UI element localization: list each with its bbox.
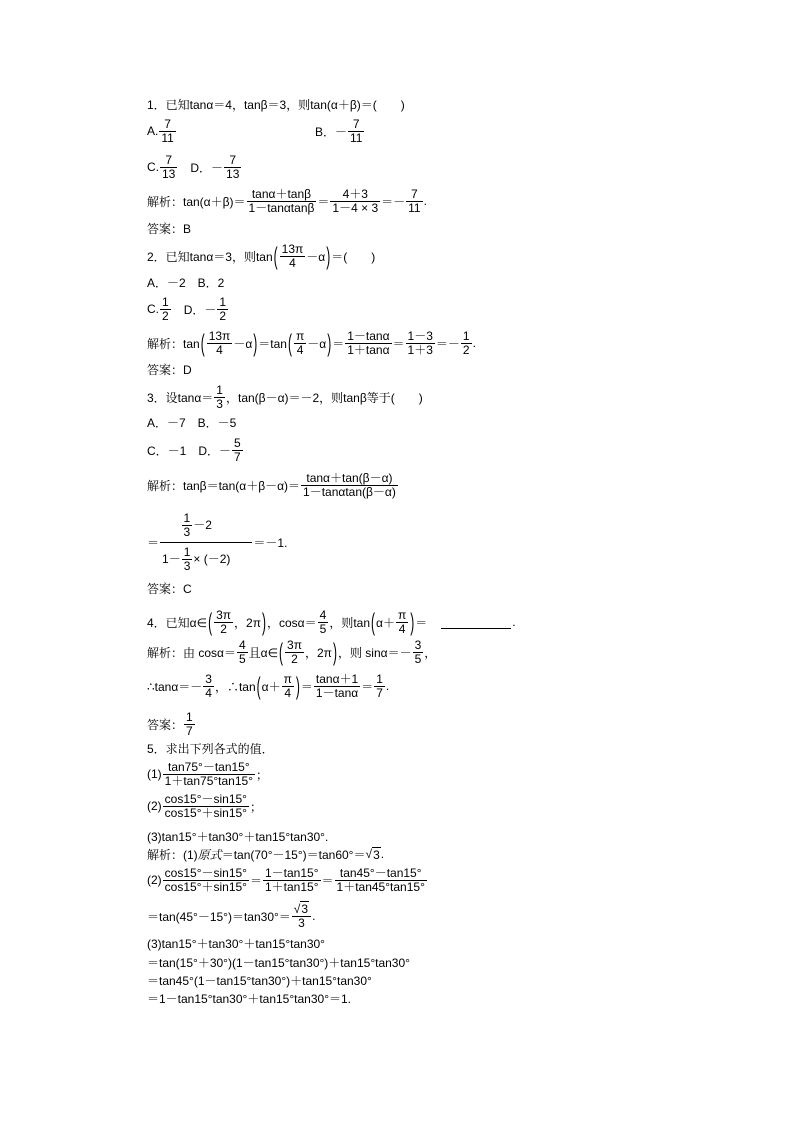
q2-options-ab — [147, 275, 224, 289]
stem-text: 3．设tanα＝ — [147, 390, 214, 405]
fraction — [413, 639, 424, 666]
period: . — [423, 194, 427, 208]
solution-text: 解析：tan(α＋β)＝ — [147, 194, 246, 209]
item-label: (2) — [147, 799, 162, 813]
denominator: 1－tanαtanβ — [248, 200, 315, 215]
right-paren: ) — [253, 328, 258, 358]
option-b-fraction — [348, 118, 364, 145]
compound-denominator — [160, 543, 252, 573]
stem-text: ，tan(β－α)＝－2，则tanβ等于( ) — [225, 390, 423, 405]
equals: ＝ — [415, 615, 428, 630]
equals: ＝ — [249, 873, 262, 888]
fraction — [203, 673, 214, 700]
stem-text: 2．已知tanα＝3，则tan — [147, 249, 273, 264]
solution-text: ＝tan(70°－15°)＝tan60°＝ — [221, 847, 366, 862]
denominator: 5 — [319, 621, 327, 636]
answer-fraction — [184, 711, 195, 738]
denominator: 13 — [162, 166, 176, 181]
numerator: tanα＋tanβ — [247, 188, 317, 202]
options-text: C．－1 D．－ — [147, 443, 232, 458]
denominator: 11 — [161, 130, 174, 145]
semicolon: ； — [249, 799, 262, 814]
fraction — [214, 609, 233, 636]
answer-text: 答案：B — [147, 221, 192, 236]
right-paren: ) — [262, 607, 266, 637]
denominator: 1－4 × 3 — [332, 200, 379, 215]
denominator: 2 — [291, 651, 298, 666]
solution-text: ＝tan45°(1－tan15°tan30°)＋tan15°tan30° — [147, 973, 372, 988]
numerator: tan75°－tan15° — [163, 761, 255, 775]
left-paren: ( — [287, 328, 292, 358]
q2-answer — [147, 362, 192, 376]
fraction — [214, 384, 225, 411]
numerator: 1 — [183, 510, 191, 525]
item-label: (2) — [147, 873, 162, 887]
denominator: 7 — [234, 449, 241, 464]
right-paren: ) — [332, 637, 337, 667]
q1-option-b — [315, 116, 365, 146]
fraction — [314, 673, 360, 700]
numerator: 7 — [348, 118, 364, 132]
solution-text: ＝tan — [258, 336, 287, 351]
right-paren: ) — [326, 241, 331, 271]
q5-item-3 — [147, 829, 328, 843]
numerator: 7 — [160, 154, 177, 168]
stem-text: 5．求出下列各式的值． — [147, 741, 274, 756]
q2-options-cd — [147, 294, 229, 324]
right-paren: ) — [327, 328, 332, 358]
denominator: 3 — [183, 558, 191, 573]
denominator: 2 — [219, 308, 227, 323]
equals: ＝ — [317, 194, 330, 209]
answer-label: 答案： — [147, 717, 184, 732]
option-d-fraction — [232, 437, 243, 464]
denominator: 1＋tan15° — [265, 879, 319, 894]
denominator: 5 — [414, 651, 422, 666]
radical-sign: √ — [293, 901, 301, 916]
equals: ＝－ — [381, 194, 406, 209]
radicand: 3 — [373, 847, 380, 862]
fraction — [163, 761, 255, 788]
fraction — [163, 793, 249, 820]
left-paren: ( — [279, 637, 284, 667]
stem-text: ，cosα＝ — [267, 615, 317, 630]
q3-solution-line-2 — [147, 504, 287, 580]
fraction — [163, 867, 249, 894]
fraction — [406, 330, 435, 357]
q3-answer — [147, 581, 192, 595]
solution-text: 原式 — [197, 847, 222, 862]
fraction — [263, 867, 321, 894]
q1-stem-text: 1．已知tanα＝4，tanβ＝3，则tan(α＋β)＝( ) — [147, 97, 405, 112]
left-paren: ( — [273, 241, 278, 271]
numerator: π — [397, 607, 407, 622]
numerator: 1 — [462, 328, 470, 343]
radicand: 3 — [301, 901, 309, 916]
left-paren: ( — [256, 671, 261, 701]
numerator: π — [283, 671, 292, 686]
denominator: 4 — [284, 685, 292, 700]
stem-text: －α — [306, 249, 326, 264]
numerator: cos15°－sin15° — [164, 865, 247, 880]
option-c-fraction — [160, 154, 177, 181]
denominator: 3 — [298, 915, 305, 930]
numerator: 13π — [208, 328, 231, 343]
denominator: 7 — [376, 685, 383, 700]
fraction — [318, 609, 329, 636]
right-paren: ) — [295, 671, 300, 701]
option-a-fraction — [159, 118, 175, 145]
denominator: 5 — [238, 651, 246, 666]
q5-solution-7 — [147, 991, 351, 1005]
solution-text: 解析：tan — [147, 336, 200, 351]
q1-stem — [147, 97, 405, 111]
solution-text: ∴tanα＝－ — [147, 679, 203, 694]
fraction — [285, 639, 304, 666]
options-text: A．－7 B．－5 — [147, 415, 237, 430]
numerator: 1 — [376, 671, 383, 686]
q4-solution-line-1 — [147, 637, 436, 667]
solution-text: ，2π — [305, 645, 332, 660]
q1-options-cd — [147, 152, 242, 182]
compound-numerator — [160, 512, 252, 543]
q3-options-cd — [147, 435, 244, 465]
denominator-prefix: 1－ — [162, 551, 181, 566]
solution-text: 解析：由 cosα＝ — [147, 645, 236, 660]
period: . — [312, 909, 316, 923]
numerator: 1－tanα — [347, 328, 390, 343]
solution-text: 解析：tanβ＝tan(α＋β－α)＝ — [147, 478, 301, 493]
option-a-label: A. — [147, 124, 159, 138]
period: . — [512, 615, 516, 629]
numerator: 3π — [216, 607, 232, 622]
numerator: 13π — [281, 241, 304, 256]
denominator: 1－tanα — [315, 685, 359, 700]
numerator: 4 — [319, 607, 327, 622]
solution-label: 解析：(1) — [147, 847, 198, 862]
equals: ＝ — [147, 535, 160, 550]
option-d-fraction — [224, 154, 241, 181]
numerator: 1 — [186, 709, 193, 724]
equals: ＝ — [392, 336, 405, 351]
q5-solution-5 — [147, 955, 410, 969]
option-d-fraction — [217, 296, 228, 323]
q4-stem — [147, 607, 516, 637]
q5-item-1 — [147, 759, 268, 789]
numerator: 1 — [219, 294, 227, 309]
numerator: 3 — [414, 637, 422, 652]
fraction — [207, 330, 233, 357]
denominator: 3 — [216, 396, 223, 411]
solution-text: 且α∈ — [248, 645, 279, 660]
stem-text: 4．已知α∈ — [147, 615, 208, 630]
denominator: 2 — [462, 342, 470, 357]
fraction — [182, 546, 193, 573]
left-paren: ( — [208, 607, 213, 637]
equals: ＝ — [321, 873, 334, 888]
numerator: 1－tan15° — [265, 865, 319, 880]
fraction — [374, 673, 385, 700]
numerator: 7 — [159, 118, 175, 132]
q1-solution — [147, 186, 427, 216]
q1-option-a — [147, 116, 177, 146]
fraction — [294, 330, 306, 357]
q2-stem — [147, 241, 375, 271]
q3-solution-line-1 — [147, 470, 399, 500]
options-text: A．－2 B．2 — [147, 275, 225, 290]
fraction — [280, 243, 306, 270]
numerator: tan45°－tan15° — [335, 867, 427, 881]
denominator: 11 — [350, 130, 363, 145]
q5-item-2 — [147, 791, 262, 821]
fraction — [345, 330, 391, 357]
numerator: 1－3 — [407, 328, 433, 343]
solution-text: (3)tan15°＋tan30°＋tan15°tan30° — [147, 936, 325, 951]
fraction — [301, 472, 398, 499]
denominator: 2 — [162, 308, 169, 323]
q2-solution — [147, 328, 476, 358]
fraction — [335, 867, 427, 894]
denominator: 4 — [296, 342, 304, 357]
denominator: 1－tanαtan(β－α) — [303, 484, 396, 499]
fraction — [406, 188, 422, 215]
denominator: 2 — [220, 621, 227, 636]
equals: ＝ — [300, 679, 313, 694]
answer-text: 答案：D — [147, 362, 192, 377]
period: . — [380, 847, 385, 861]
equals: ＝ — [361, 679, 374, 694]
left-paren: ( — [200, 328, 205, 358]
solution-text: ，∴tan — [214, 679, 256, 694]
option-b-label: B．－ — [315, 124, 348, 139]
solution-text: ， — [424, 645, 437, 660]
numerator-rest: －2 — [193, 517, 212, 532]
fraction — [182, 512, 193, 539]
numerator: 4＋3 — [330, 188, 380, 202]
solution-text: α＋ — [261, 679, 281, 694]
numerator: 7 — [224, 154, 241, 168]
numerator: tanα＋tan(β－α) — [301, 472, 398, 486]
stem-text: ，则tan — [329, 615, 370, 630]
stem-text: ＝( ) — [331, 249, 376, 264]
item-label: (1) — [147, 767, 162, 781]
solution-text: ＝tan(45°－15°)＝tan30°＝ — [147, 909, 291, 924]
fraction — [282, 673, 294, 700]
fraction — [292, 903, 311, 930]
period: . — [385, 679, 390, 693]
solution-tail: ＝－1. — [253, 535, 288, 550]
numerator: 5 — [234, 435, 241, 450]
option-d-label: D．－ — [171, 302, 217, 317]
fraction — [237, 639, 248, 666]
numerator: π — [295, 328, 305, 343]
compound-fraction — [160, 512, 252, 573]
option-c-fraction — [160, 296, 171, 323]
q3-options-ab — [147, 415, 236, 429]
denominator: 7 — [186, 723, 193, 738]
stem-text: α＋ — [376, 615, 395, 630]
q5-solution-1 — [147, 846, 384, 862]
q4-answer — [147, 709, 196, 739]
numerator: 1 — [162, 294, 169, 309]
denominator: 3 — [183, 524, 191, 539]
fraction — [461, 330, 472, 357]
numerator: 3 — [205, 671, 212, 686]
denominator: 4 — [216, 342, 223, 357]
solution-text: ＝1－tan15°tan30°＋tan15°tan30°＝1. — [147, 991, 351, 1006]
denominator-rest: × (－2) — [193, 551, 231, 566]
numerator — [292, 903, 311, 917]
answer-blank[interactable] — [441, 616, 511, 629]
denominator: 1＋3 — [407, 342, 433, 357]
numerator: 4 — [238, 637, 246, 652]
numerator: cos15°－sin15° — [164, 791, 247, 806]
denominator: cos15°＋sin15° — [164, 805, 247, 820]
q5-solution-6 — [147, 973, 372, 987]
numerator: 3π — [287, 637, 302, 652]
q5-solution-4 — [147, 936, 325, 950]
option-c-label: C. — [147, 160, 159, 174]
solution-text: ，则 sinα＝－ — [337, 645, 412, 660]
denominator: 4 — [398, 621, 406, 636]
item-text: (3)tan15°＋tan30°＋tan15°tan30°. — [147, 829, 329, 844]
denominator: cos15°＋sin15° — [164, 879, 247, 894]
q1-answer — [147, 221, 191, 235]
denominator: 1＋tan45°tan15° — [336, 879, 425, 894]
right-paren: ) — [410, 607, 415, 637]
numerator: 1 — [183, 544, 191, 559]
equals: ＝－ — [435, 336, 460, 351]
solution-text: －α — [307, 336, 327, 351]
fraction — [396, 609, 408, 636]
numerator: tanα＋1 — [315, 671, 359, 686]
q4-solution-line-2 — [147, 671, 389, 701]
fraction — [330, 188, 380, 215]
fraction — [247, 188, 317, 215]
numerator: 7 — [406, 188, 422, 202]
denominator: 4 — [205, 685, 212, 700]
radical-sign: √ — [365, 847, 373, 861]
numerator: 1 — [216, 382, 223, 397]
q5-solution-2 — [147, 865, 428, 895]
denominator: 13 — [226, 166, 240, 181]
left-paren: ( — [371, 607, 375, 637]
semicolon: ； — [256, 767, 269, 782]
equals: ＝ — [332, 336, 345, 351]
denominator: 1＋tanα — [347, 342, 390, 357]
q5-solution-3 — [147, 901, 315, 931]
stem-text: ，2π — [234, 615, 261, 630]
denominator: 11 — [408, 200, 421, 215]
denominator: 1＋tan75°tan15° — [164, 773, 254, 788]
solution-text: －α — [233, 336, 253, 351]
answer-text: 答案：C — [147, 581, 192, 596]
q3-stem — [147, 382, 423, 412]
denominator: 4 — [289, 255, 296, 270]
option-d-label: D．－ — [178, 160, 224, 175]
solution-text: ＝tan(15°＋30°)(1－tan15°tan30°)＋tan15°tan30° — [147, 955, 410, 970]
option-c-label: C. — [147, 302, 159, 316]
q5-stem — [147, 741, 274, 755]
period: . — [472, 336, 476, 350]
